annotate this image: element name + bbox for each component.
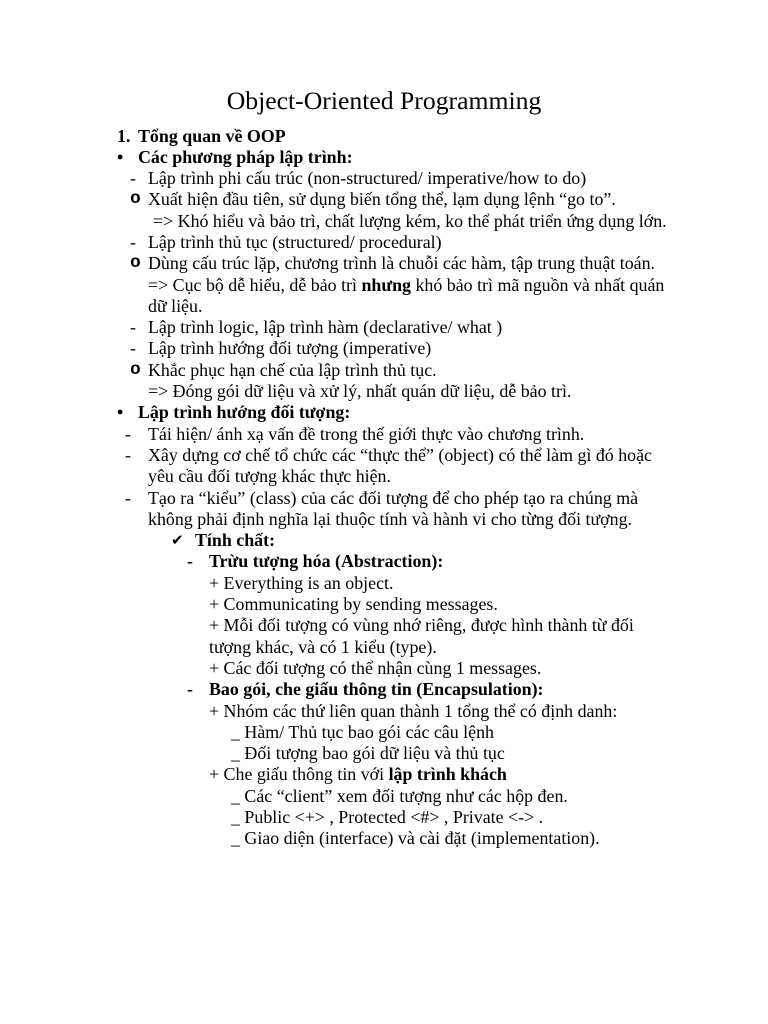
sub-item-text: Xuất hiện đầu tiên, sử dụng biến tổng thể, lạm dụng lệnh “go to”. — [148, 189, 616, 210]
circle-bullet-icon: o — [130, 189, 141, 210]
plus-item-text: + Nhóm các thứ liên quan thành 1 tổng thể có định danh: — [209, 700, 618, 721]
sub-item-text: Dùng cấu trúc lặp, chương trình là chuỗi các hàm, tập trung thuật toán. — [148, 253, 656, 274]
dash-marker: - — [125, 487, 131, 508]
sub-item — [0, 253, 768, 274]
property-heading-text: Trừu tượng hóa (Abstraction): — [209, 551, 444, 572]
sub-item-text: Khắc phục hạn chế của lập trình thủ tục. — [148, 359, 437, 380]
continuation-line — [0, 296, 768, 317]
plus-item — [0, 573, 768, 594]
list-item — [0, 338, 768, 359]
underscore-item — [0, 828, 768, 849]
properties-heading — [0, 530, 768, 551]
sub-item — [0, 360, 768, 381]
section-heading — [0, 126, 768, 147]
list-item-text: Xây dựng cơ chế tổ chức các “thực thể” (object) có thể làm gì đó hoặc — [148, 444, 652, 465]
bullet-heading-text: Các phương pháp lập trình: — [138, 146, 353, 167]
dash-marker: - — [130, 168, 136, 189]
bullet-heading — [0, 147, 768, 168]
plus-item — [0, 658, 768, 679]
plus-item — [0, 594, 768, 615]
property-heading — [0, 679, 768, 700]
check-icon: ✔ — [171, 531, 184, 550]
list-item-text: Tạo ra “kiểu” (class) của các đối tượng để cho phép tạo ra chúng mà — [148, 487, 639, 508]
plus-item — [0, 701, 768, 722]
bullet-icon: • — [117, 402, 124, 423]
list-item — [0, 424, 768, 445]
dash-marker: - — [187, 551, 193, 572]
emphasis-text: lập trình khách — [388, 764, 507, 785]
plus-item-text: + Các đối tượng có thể nhận cùng 1 messages. — [209, 657, 542, 678]
list-item-text: Tái hiện/ ánh xạ vấn đề trong thế giới thực vào chương trình. — [148, 423, 585, 444]
plus-item-text: + Everything is an object. — [209, 572, 394, 593]
note-text-part: khó bảo trì mã nguồn và nhất quán — [410, 274, 665, 295]
note-text: => Khó hiểu và bảo trì, chất lượng kém, ko thể phát triển ứng dụng lớn. — [153, 210, 667, 231]
note-text — [148, 275, 664, 296]
plus-item-text: + Communicating by sending messages. — [209, 594, 498, 615]
dash-marker: - — [187, 679, 193, 700]
note-text-part: => Cục bộ dễ hiểu, dễ bảo trì — [148, 274, 362, 295]
continuation-text: dữ liệu. — [148, 295, 203, 316]
circle-bullet-icon: o — [130, 359, 141, 380]
continuation-line — [0, 509, 768, 530]
dash-marker: - — [130, 317, 136, 338]
list-number: 1. — [117, 125, 131, 146]
document-title: Object-Oriented Programming — [226, 86, 542, 115]
underscore-item — [0, 743, 768, 764]
dash-marker: - — [130, 338, 136, 359]
note-text: => Đóng gói dữ liệu và xử lý, nhất quán dữ liệu, dễ bảo trì. — [148, 381, 572, 402]
underscore-item-text: _ Đối tượng bao gói dữ liệu và thủ tục — [231, 743, 505, 764]
continuation-text: không phải định nghĩa lại thuộc tính và hành vi cho từng đối tượng. — [148, 508, 633, 529]
list-item-text: Lập trình logic, lập trình hàm (declarative/ what ) — [148, 317, 503, 338]
continuation-text: yêu cầu đối tượng khác thực hiện. — [148, 466, 391, 487]
section-heading-text: Tổng quan về OOP — [138, 125, 286, 146]
bullet-heading-text: Lập trình hướng đối tượng: — [138, 402, 351, 423]
note-line — [0, 381, 768, 402]
underscore-item-text: _ Hàm/ Thủ tục bao gói các câu lệnh — [231, 721, 494, 742]
circle-bullet-icon: o — [130, 253, 141, 274]
list-item — [0, 317, 768, 338]
property-heading-text: Bao gói, che giấu thông tin (Encapsulation): — [209, 679, 544, 700]
plus-item-text-part: + Che giấu thông tin với — [209, 764, 389, 785]
dash-marker: - — [130, 231, 136, 252]
plus-item-text: + Mỗi đối tượng có vùng nhớ riêng, được hình thành từ đối — [209, 615, 634, 636]
properties-heading-text: Tính chất: — [195, 530, 276, 551]
list-item-text: Lập trình phi cấu trúc (non-structured/ imperative/how to do) — [148, 168, 587, 189]
document-body — [0, 126, 768, 850]
bullet-icon: • — [117, 146, 124, 167]
plus-item — [0, 615, 768, 636]
list-item — [0, 488, 768, 509]
note-line — [0, 211, 768, 232]
underscore-item-text: _ Public <+> , Protected <#> , Private <-> . — [231, 807, 544, 827]
dash-marker: - — [125, 423, 131, 444]
list-item — [0, 232, 768, 253]
dash-marker: - — [125, 444, 131, 465]
bullet-heading — [0, 402, 768, 423]
underscore-item — [0, 786, 768, 807]
continuation-line — [0, 466, 768, 487]
emphasis-text: nhưng — [361, 274, 411, 295]
list-item-text: Lập trình hướng đối tượng (imperative) — [148, 338, 432, 359]
list-item — [0, 445, 768, 466]
property-heading — [0, 551, 768, 572]
underscore-item — [0, 722, 768, 743]
note-line — [0, 275, 768, 296]
plus-item — [0, 764, 768, 785]
underscore-item-text: _ Giao diện (interface) và cài đặt (implementation). — [231, 828, 600, 849]
underscore-item — [0, 807, 768, 828]
list-item — [0, 168, 768, 189]
plus-item-text — [209, 764, 507, 785]
list-item-text: Lập trình thủ tục (structured/ procedural) — [148, 231, 442, 252]
sub-item — [0, 189, 768, 210]
continuation-text: tượng khác, và có 1 kiểu (type). — [209, 636, 437, 657]
underscore-item-text: _ Các “client” xem đối tượng như các hộp đen. — [231, 785, 568, 806]
continuation-line — [0, 637, 768, 658]
